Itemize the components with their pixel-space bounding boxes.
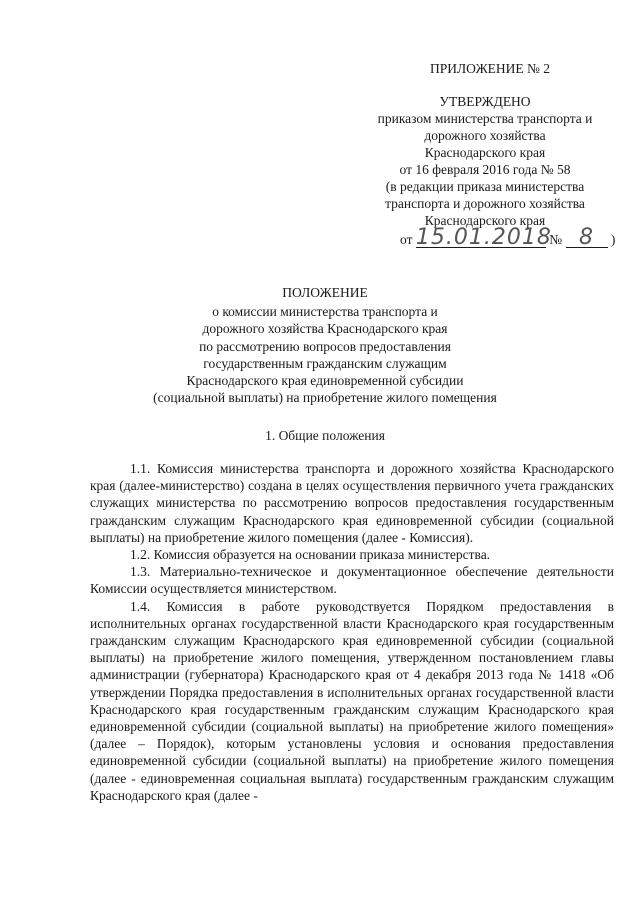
document-body — [90, 460, 614, 804]
title-line: о комиссии министерства транспорта и — [212, 304, 438, 320]
title-line: государственным гражданским служащим — [203, 355, 447, 371]
paragraph: 1.3. Материально-техническое и документационное обеспечение деятельности Комиссии осуществляется министерством. — [90, 564, 614, 597]
appendix-label: ПРИЛОЖЕНИЕ № 2 — [430, 61, 551, 76]
approval-line: Краснодарского края — [424, 145, 546, 160]
approval-line: транспорта и дорожного хозяйства — [385, 196, 585, 211]
handwritten-number: 8 — [566, 229, 608, 248]
document-title: ПОЛОЖЕНИЕ — [282, 285, 368, 300]
paragraph: 1.4. Комиссия в работе руководствуется Порядком предоставления в исполнительных органах государственной власти Краснодарского края государственным гражданским служащим Краснодарского края единовременной субсидии (социальной выплаты) на приобретение жилого помещения, утвержденном постановлением главы администрации (губернатора) Краснодарского края от 4 декабря 2013 года № 1418 «Об утверждении Порядка предоставления в исполнительных органах государственной власти Краснодарского края государственным гражданским служащим Краснодарского края единовременной субсидии (социальной выплаты) на приобретение жилого помещения» (далее – Порядок), которым установлены условия и основания предоставления единовременной субсидии (социальной выплаты) на приобретение жилого помещения (далее - единовременная социальная выплата) государственным гражданским служащим Краснодарского края (далее - — [90, 598, 614, 803]
revision-date-line — [360, 225, 616, 250]
approval-line: дорожного хозяйства — [424, 128, 546, 143]
close-paren: ) — [610, 232, 616, 247]
title-line: по рассмотрению вопросов предоставления — [199, 338, 451, 354]
paragraph: 1.1. Комиссия министерства транспорта и дорожного хозяйства Краснодарского края (далее-министерство) создана в целях осуществления первичного учета гражданских служащих министерства по рассмотрению вопросов предоставления государственным гражданским служащим Краснодарского края единовременной субсидии (социальной выплаты) на приобретение жилого помещения (далее - Комиссия). — [90, 461, 614, 545]
handwritten-date: 15.01.2018 — [415, 225, 552, 250]
date-prefix: от — [400, 232, 413, 247]
section-title: 1. Общие положения — [265, 428, 385, 443]
title-line: дорожного хозяйства Краснодарского края — [202, 321, 448, 337]
title-line: Краснодарского края единовременной субсидии — [186, 373, 464, 389]
approval-line: от 16 февраля 2016 года № 58 — [399, 162, 571, 177]
paragraph: 1.2. Комиссия образуется на основании приказа министерства. — [130, 547, 491, 563]
number-sign: № — [549, 232, 563, 247]
approval-line: (в редакции приказа министерства — [385, 179, 585, 194]
document-title-block — [90, 284, 560, 406]
approval-line: Краснодарского края — [424, 213, 546, 228]
approval-line: приказом министерства транспорта и — [377, 111, 593, 126]
title-line: (социальной выплаты) на приобретение жилого помещения — [153, 390, 497, 406]
approved-label: УТВЕРЖДЕНО — [439, 94, 531, 109]
approval-block — [360, 60, 616, 250]
